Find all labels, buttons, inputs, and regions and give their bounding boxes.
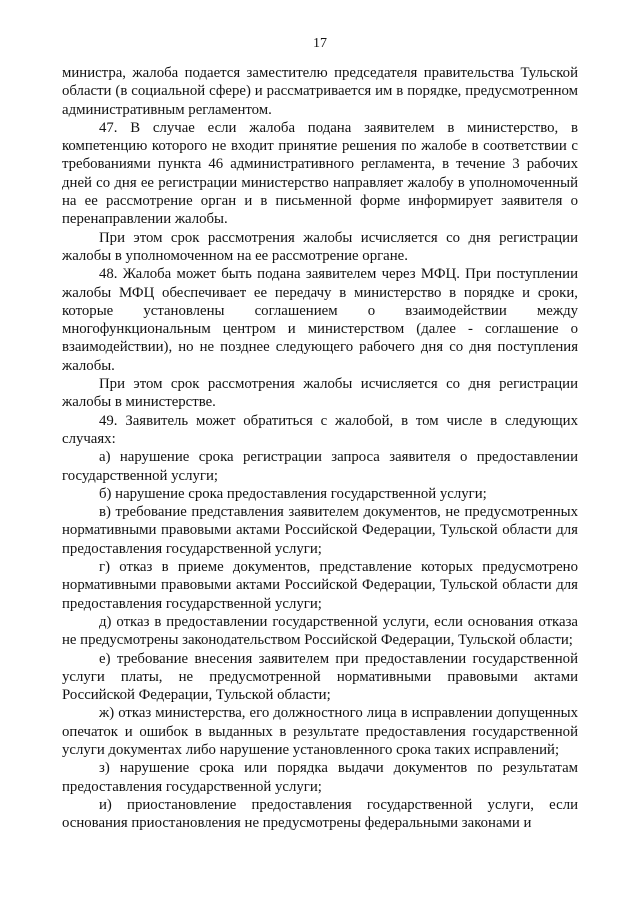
- list-item-g: г) отказ в приеме документов, представление которых предусмотрено нормативными правовыми актами Российской Федерации, Тульской области для предоставления государственной услуги;: [62, 559, 578, 612]
- list-item-v: в) требование представления заявителем документов, не предусмотренных нормативными правовыми актами Российской Федерации, Тульской области для предоставления государственной услуги;: [62, 504, 578, 557]
- list-item-i: и) приостановление предоставления государственной услуги, если основания приостановления не предусмотрены федеральными законами и: [62, 796, 578, 832]
- paragraph-item-47-term: При этом срок рассмотрения жалобы исчисляется со дня регистрации жалобы в уполномоченном на ее рассмотрение органе.: [62, 229, 578, 264]
- page-number: 17: [313, 36, 327, 51]
- paragraph-continuation: министра, жалоба подается заместителю председателя правительства Тульской области (в социальной сфере) и рассматривается им в порядке, предусмотренном административным регламентом.: [62, 65, 578, 118]
- paragraph-item-47: 47. В случае если жалоба подана заявителем в министерство, в компетенцию которого не входит принятие решения по жалобе в соответствии с требованиями пункта 46 административного регламента, в течение 3 рабочих дней со дня ее регистрации министерство направляет жалобу в уполномоченный на ее рассмотрение орган и в письменной форме информирует заявителя о перенаправлении жалобы.: [62, 119, 578, 228]
- paragraph-item-48-term: При этом срок рассмотрения жалобы исчисляется со дня регистрации жалобы в министерстве.: [62, 376, 578, 411]
- paragraph-item-49: 49. Заявитель может обратиться с жалобой, в том числе в следующих случаях:: [62, 412, 578, 447]
- paragraph-item-48: 48. Жалоба может быть подана заявителем через МФЦ. При поступлении жалобы МФЦ обеспечивает ее передачу в министерство в порядке и сроки, которые установлены соглашением о взаимодействии между многофункциональным центром и министерством (далее - соглашение о взаимодействии), но не позднее следующего рабочего дня со дня поступления жалобы.: [62, 266, 578, 374]
- document-body: [62, 64, 578, 832]
- list-item-d: д) отказ в предоставлении государственной услуги, если основания отказа не предусмотрены законодательством Российской Федерации, Тульской области;: [62, 613, 578, 649]
- list-item-b: б) нарушение срока предоставления государственной услуги;: [99, 485, 487, 502]
- list-item-e: е) требование внесения заявителем при предоставлении государственной услуги платы, не предусмотренной нормативными правовыми актами Российской Федерации, Тульской области;: [62, 650, 578, 704]
- list-item-a: а) нарушение срока регистрации запроса заявителя о предоставлении государственной услуги;: [62, 449, 578, 484]
- list-item-zh: ж) отказ министерства, его должностного лица в исправлении допущенных опечаток и ошибок в выданных в результате предоставления государственной услуги документах либо нарушение установленного срока таких исправлений;: [62, 705, 578, 758]
- list-item-z: з) нарушение срока или порядка выдачи документов по результатам предоставления государственной услуги;: [62, 760, 578, 795]
